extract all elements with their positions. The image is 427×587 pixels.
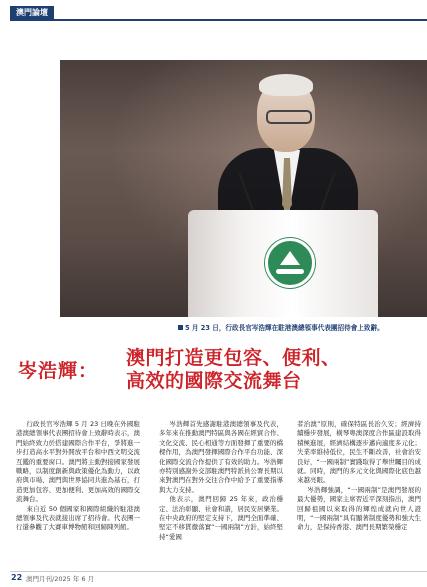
page-footer bbox=[0, 568, 427, 587]
page-number: 22 bbox=[11, 573, 23, 582]
page-header bbox=[0, 0, 427, 22]
body-column-3 bbox=[297, 420, 421, 533]
section-label: 澳門論壇 bbox=[10, 6, 54, 19]
title-main bbox=[126, 347, 416, 393]
body-column-1 bbox=[16, 420, 140, 533]
body-column-2 bbox=[159, 420, 283, 542]
body-paragraph: 行政長官岑浩輝 5 月 23 日晚在外國駐港澳總領事代表團招待會上致辭時表示，澳門始終致力於搭建國際合作平台，爭將進一步打造高水平對外開放平台和中西文明交流互鑑的重要窗口。澳門將主動對接國家發展戰略，以制度創新與政策優化為動力，以政府與市場、澳門與世界協同共進為基石，打造更加包容、更加便利、更加高效的國際交流舞台。 bbox=[16, 420, 140, 504]
article-title bbox=[18, 347, 418, 403]
title-line: 澳門打造更包容、便利、 bbox=[126, 347, 341, 369]
body-paragraph: 岑浩輝首先感謝駐港澳總領事及代表，多年來在推動澳門特區與各國在經貿合作、文化交流、民心相通等方面發揮了重要的橋樑作用，為澳門發揮國際合作平台功能、深化國際交流合作提供了有效的助力。岑浩輝亦特別感謝外交部駐澳門特派員公署長期以來對澳門在對外交往合作中給予了重要指導與大力支持。 bbox=[159, 420, 283, 494]
body-paragraph: 岑浩輝強調，“一國兩制”是澳門發展的最大優勢，國家主席習近平深刻指出，澳門回歸祖國以來取得的輝煌成就向世人證明，“一國兩制”具有顯著制度優勢和強大生命力，是保持香港、澳門長期繁榮穩定 bbox=[297, 485, 421, 532]
article-photo bbox=[60, 60, 427, 317]
macao-emblem-icon bbox=[265, 238, 315, 288]
caption-square-icon bbox=[178, 325, 183, 330]
body-paragraph: 來自近 50 個國家和國際組織的駐港澳總領事及代表就接出席了招待會。代表團一行還參觀了大賽車博物館和回歸陳列館。 bbox=[16, 504, 140, 532]
body-paragraph: 他表示，澳門回歸 25 年來，政治穩定、法治彰顯、社會和諧，居民安居樂業。在中央政府的堅定支持下，澳門全面準確、堅定不移貫徹落實“一國兩制”方針，始終堅持“愛國 bbox=[159, 495, 283, 541]
title-name: 岑浩輝： bbox=[18, 360, 99, 382]
photo-caption: 5 月 23 日，行政長官岑浩輝在駐港澳總領事代表團招待會上致辭。 bbox=[178, 324, 423, 332]
publication-info: 澳門月刊/2025 年 6 月 bbox=[26, 575, 95, 583]
title-line: 高效的國際交流舞台 bbox=[126, 370, 302, 392]
body-paragraph: 者治澳”原則，確保特區長治久安；經濟持續穩步發展，橫琴粵澳深度合作區建設取得積極進展，經濟結構逐步邁向適度多元化；失業率維持低位，民生不斷改善，社會治安良好，“一國兩制”實踐取得了舉世矚目的成就。同時，澳門的多元文化與國際化底色越來越亮眼。 bbox=[297, 420, 421, 485]
footer-rule bbox=[10, 571, 427, 572]
header-rule bbox=[10, 19, 427, 21]
glasses-icon bbox=[266, 110, 312, 124]
